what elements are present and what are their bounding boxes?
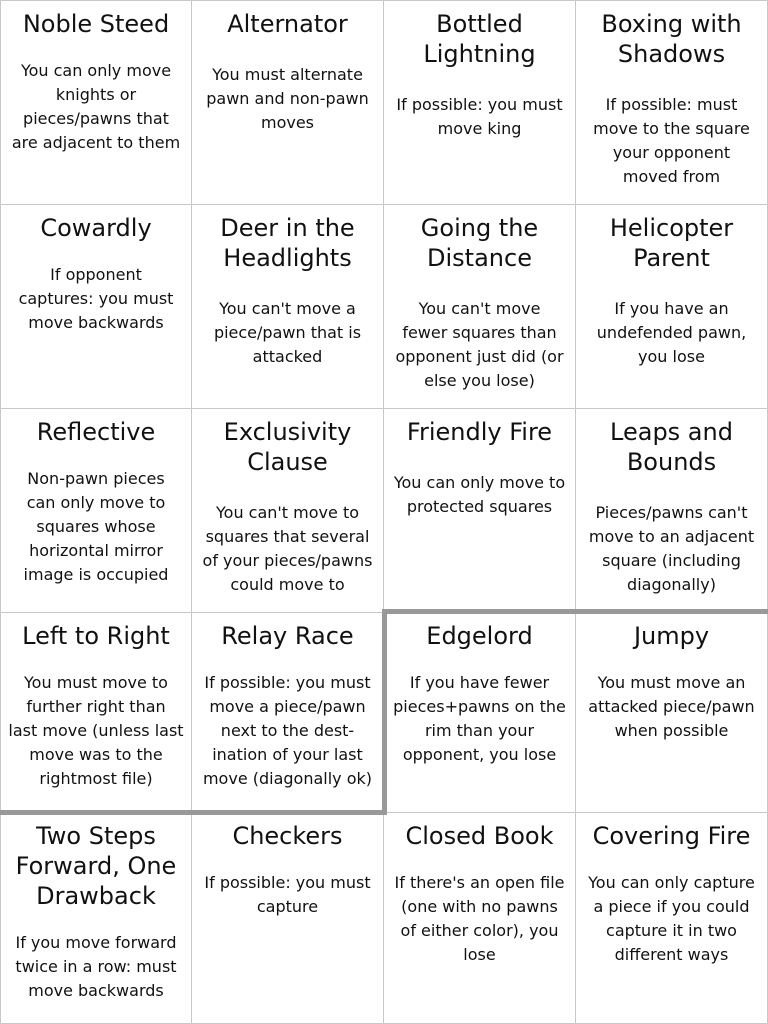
card-title: Edgelord bbox=[426, 622, 533, 650]
card-noble-steed bbox=[0, 0, 192, 205]
card-description: If possible: you must capture bbox=[204, 873, 371, 916]
card-title: Leaps and Bounds bbox=[610, 418, 733, 476]
card-left-to-right bbox=[0, 613, 192, 813]
card-title: Reflective bbox=[36, 418, 156, 446]
card-description: If you move forward twice in a row: must move backwards bbox=[15, 933, 177, 1000]
card-alternator bbox=[192, 0, 384, 205]
card-two-steps-forward-one-drawback bbox=[0, 813, 192, 1024]
card-title: Checkers bbox=[232, 822, 343, 850]
card-title: Exclusivity Clause bbox=[223, 418, 352, 476]
card-description: If possible: you must move king bbox=[396, 95, 563, 138]
card-description: You must move an attacked piece/pawn when possible bbox=[588, 673, 755, 740]
card-title: Covering Fire bbox=[592, 822, 751, 850]
card-reflective bbox=[0, 409, 192, 613]
card-exclusivity-clause bbox=[192, 409, 384, 613]
card-description: You can only move knights or pieces/pawns that are adjacent to them bbox=[11, 61, 181, 152]
card-description: You must move to further right than last move (unless last move was to the rightmost file) bbox=[8, 673, 184, 788]
card-leaps-and-bounds bbox=[576, 409, 768, 613]
card-title: Noble Steed bbox=[22, 10, 170, 38]
card-title: Closed Book bbox=[405, 822, 554, 850]
card-jumpy bbox=[576, 613, 768, 813]
card-description: If possible: must move to the square your opponent moved from bbox=[593, 95, 750, 186]
card-description: You can't move to squares that several of your pieces/pawns could move to bbox=[202, 503, 373, 594]
card-bottled-lightning bbox=[384, 0, 576, 205]
card-description: If there's an open file (one with no pawns of either color), you lose bbox=[394, 873, 565, 964]
card-title: Jumpy bbox=[633, 622, 710, 650]
card-cowardly bbox=[0, 205, 192, 409]
card-title: Going the Distance bbox=[420, 214, 539, 272]
card-title: Friendly Fire bbox=[406, 418, 553, 446]
card-description: You must alternate pawn and non-pawn moves bbox=[206, 65, 369, 132]
card-title: Boxing with Shadows bbox=[601, 10, 742, 68]
card-description: You can't move a piece/pawn that is attacked bbox=[213, 299, 362, 366]
card-description: You can only capture a piece if you could capture it in two different ways bbox=[588, 873, 755, 964]
card-title: Helicopter Parent bbox=[609, 214, 734, 272]
card-helicopter-parent bbox=[576, 205, 768, 409]
card-description: If you have an undefended pawn, you lose bbox=[596, 299, 747, 366]
card-closed-book bbox=[384, 813, 576, 1024]
card-description: You can't move fewer squares than opponent just did (or else you lose) bbox=[395, 299, 564, 390]
card-relay-race bbox=[192, 613, 384, 813]
card-description: You can only move to protected squares bbox=[393, 473, 566, 516]
card-checkers bbox=[192, 813, 384, 1024]
card-description: If you have fewer pieces+pawns on the rim than your opponent, you lose bbox=[393, 673, 566, 764]
card-title: Left to Right bbox=[22, 622, 170, 650]
card-title: Bottled Lightning bbox=[423, 10, 536, 68]
card-description: If opponent captures: you must move backwards bbox=[18, 265, 174, 332]
card-title: Alternator bbox=[227, 10, 348, 38]
card-going-the-distance bbox=[384, 205, 576, 409]
card-covering-fire bbox=[576, 813, 768, 1024]
card-title: Deer in the Headlights bbox=[220, 214, 355, 272]
card-description: If possible: you must move a piece/pawn next to the dest- ination of your last move (diagonally ok) bbox=[202, 673, 373, 788]
card-title: Relay Race bbox=[221, 622, 354, 650]
card-edgelord bbox=[384, 613, 576, 813]
card-friendly-fire bbox=[384, 409, 576, 613]
card-title: Two Steps Forward, One Drawback bbox=[15, 822, 177, 910]
card-description: Non-pawn pieces can only move to squares whose horizontal mirror image is occupied bbox=[23, 469, 169, 584]
card-description: Pieces/pawns can't move to an adjacent square (including diagonally) bbox=[588, 503, 755, 594]
card-deer-in-the-headlights bbox=[192, 205, 384, 409]
card-boxing-with-shadows bbox=[576, 0, 768, 205]
card-title: Cowardly bbox=[40, 214, 152, 242]
